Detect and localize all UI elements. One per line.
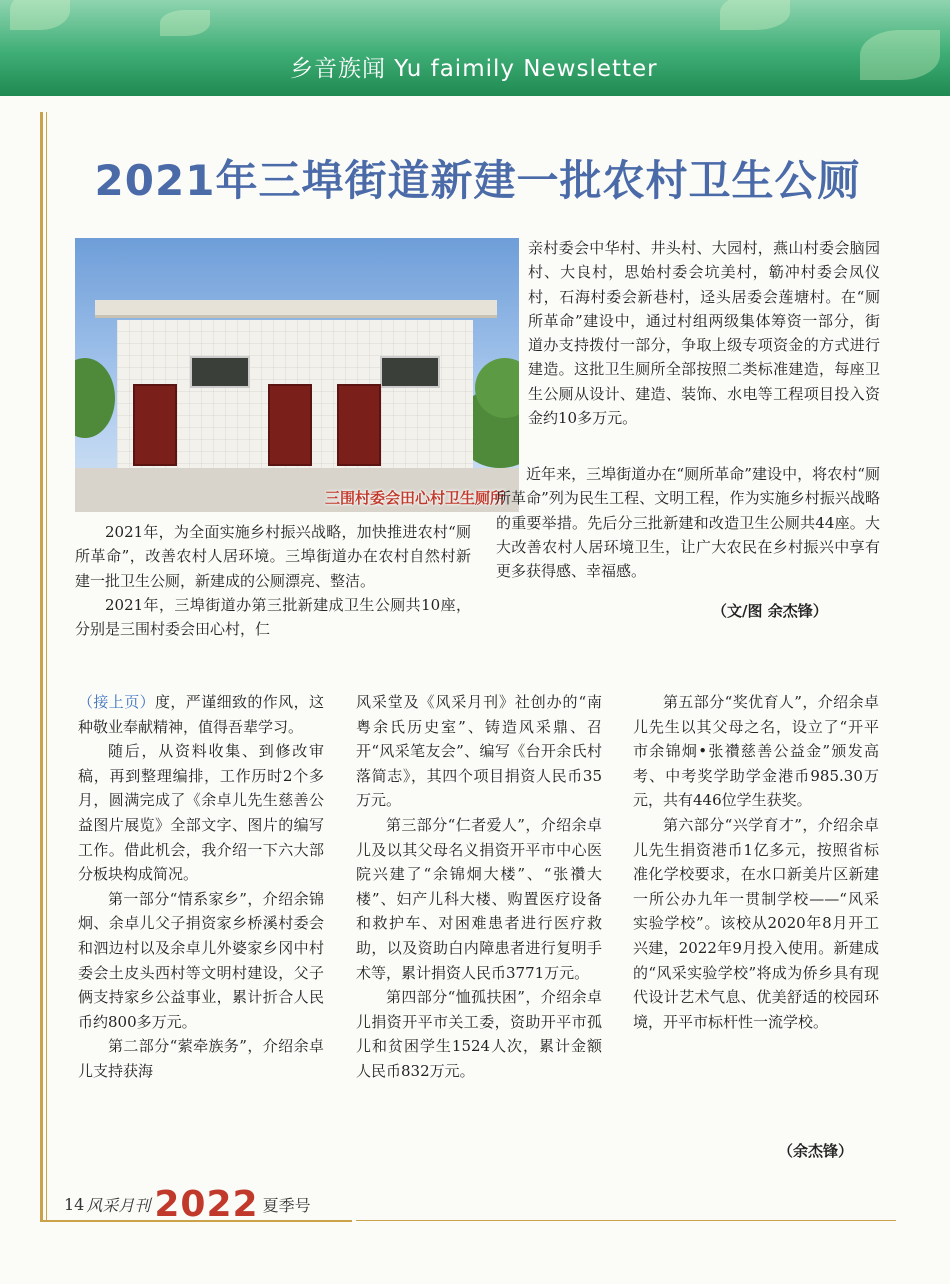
gold-rule-vertical-thin <box>46 112 47 1222</box>
article1-paragraph: 2021年，三埠街道办第三批新建成卫生公厕共10座，分别是三围村委会田心村，仁 <box>75 595 471 639</box>
header-banner <box>0 0 950 96</box>
article2-paragraph: 度，严谨细致的作风，这种敬业奉献精神，值得吾辈学习。 <box>78 693 324 736</box>
article1-paragraph: 近年来，三埠街道办在“厕所革命”建设中，将农村“厕所革命”列为民生工程、文明工程，作为实施乡村振兴战略的重要举措。先后分三批新建和改造卫生公厕共44座。大大改善农村人居环境卫生，让广大农民在乡村振兴中享有更多获得感、幸福感。 <box>496 465 880 581</box>
issue-season: 夏季号 <box>262 1195 311 1215</box>
toilet-photo <box>75 238 519 512</box>
article2-column-3 <box>633 690 879 1034</box>
header-title: 乡音族闻 Yu faimily Newsletter <box>290 56 658 82</box>
article-headline: 2021年三埠街道新建一批农村卫生公厕 <box>94 156 861 205</box>
magazine-name: 风采月刊 <box>86 1195 151 1215</box>
article2-byline: （余杰锋） <box>778 1142 854 1160</box>
article1-left-text <box>75 520 471 641</box>
article2-paragraph: 第四部分“恤孤扶困”，介绍余卓儿捐资开平市关工委，资助开平市孤儿和贫困学生1524人次，累计金额人民币832万元。 <box>356 988 602 1080</box>
article2-paragraph: 风采堂及《风采月刊》社创办的“南粤余氏历史室”、铸造风采鼎、召开“风采笔友会”、编写《台开余氏村落简志》，其四个项目捐资人民币35万元。 <box>356 693 602 810</box>
footer <box>64 1184 311 1224</box>
article2-paragraph: 第五部分“奖优育人”，介绍余卓儿先生以其父母之名，设立了“开平市余锦炯•张禶慈善公益金”颁发高考、中考奖学助学金港币985.30万元，共有446位学生获奖。 <box>633 693 879 810</box>
article1-paragraph: 2021年，为全面实施乡村振兴战略，加快推进农村“厕所革命”，改善农村人居环境。三埠街道办在农村自然村新建一批卫生公厕，新建成的公厕漂亮、整洁。 <box>75 523 471 590</box>
article2-paragraph: 第一部分“情系家乡”，介绍余锦炯、余卓儿父子捐资家乡桥溪村委会和泗边村以及余卓儿外婆家乡冈中村委会土皮头西村等文明村建设，父子俩支持家乡公益事业，累计折合人民币约800多万元。 <box>78 889 324 1031</box>
article2-paragraph: 第三部分“仁者爱人”，介绍余卓儿及以其父母名义捐资开平市中心医院兴建了“余锦炯大楼”、“张禶大楼”、妇产儿科大楼、购置医疗设备和救护车、对困难患者进行医疗救助，以及资助白内障患者进行复明手术等，累计捐资人民币3771万元。 <box>356 815 602 982</box>
article2-paragraph: 随后，从资料收集、到修改审稿，再到整理编排，工作历时2个多月，圆满完成了《余卓儿先生慈善公益图片展览》全部文字、图片的编写工作。借此机会，我介绍一下六大部分板块构成简况。 <box>78 742 324 884</box>
article2-paragraph: 第六部分“兴学育才”，介绍余卓儿先生捐资港币1亿多元，按照省标准化学校要求，在水口新美片区新建一所公办九年一贯制学校——“风采实验学校”。该校从2020年8月开工兴建，2022年9月投入使用。新建成的“风采实验学校”将成为侨乡具有现代设计艺术气息、优美舒适的校园环境，开平市标杆性一流学校。 <box>633 815 879 1031</box>
article2-column-2 <box>356 690 602 1084</box>
photo-caption: 三围村委会田心村卫生厕所 <box>324 489 505 507</box>
gold-rule-vertical <box>40 112 43 1222</box>
footer-rule-thin <box>356 1220 896 1221</box>
article1-byline: （文/图 余杰锋） <box>712 602 828 620</box>
article2-column-1 <box>78 690 324 1084</box>
article1-right-text <box>528 236 880 430</box>
continued-label: （接上页） <box>78 693 155 711</box>
article1-right-text-2 <box>496 462 880 583</box>
article1-paragraph: 亲村委会中华村、井头村、大园村，燕山村委会脑园村、大良村，思始村委会坑美村，簕冲村委会凤仪村，石海村委会新巷村，迳头居委会莲塘村。在“厕所革命”建设中，通过村组两级集体筹资一部分，街道办支持拨付一部分，争取上级专项资金的方式进行建造。这批卫生厕所全部按照二类标准建造，每座卫生公厕从设计、建造、装饰、水电等工程项目投入资金约10多万元。 <box>528 239 880 428</box>
issue-year: 2022 <box>154 1183 259 1225</box>
article2-paragraph: 第二部分“萦牵族务”，介绍余卓儿支持获海 <box>78 1037 324 1080</box>
page-number: 14 <box>64 1194 85 1214</box>
